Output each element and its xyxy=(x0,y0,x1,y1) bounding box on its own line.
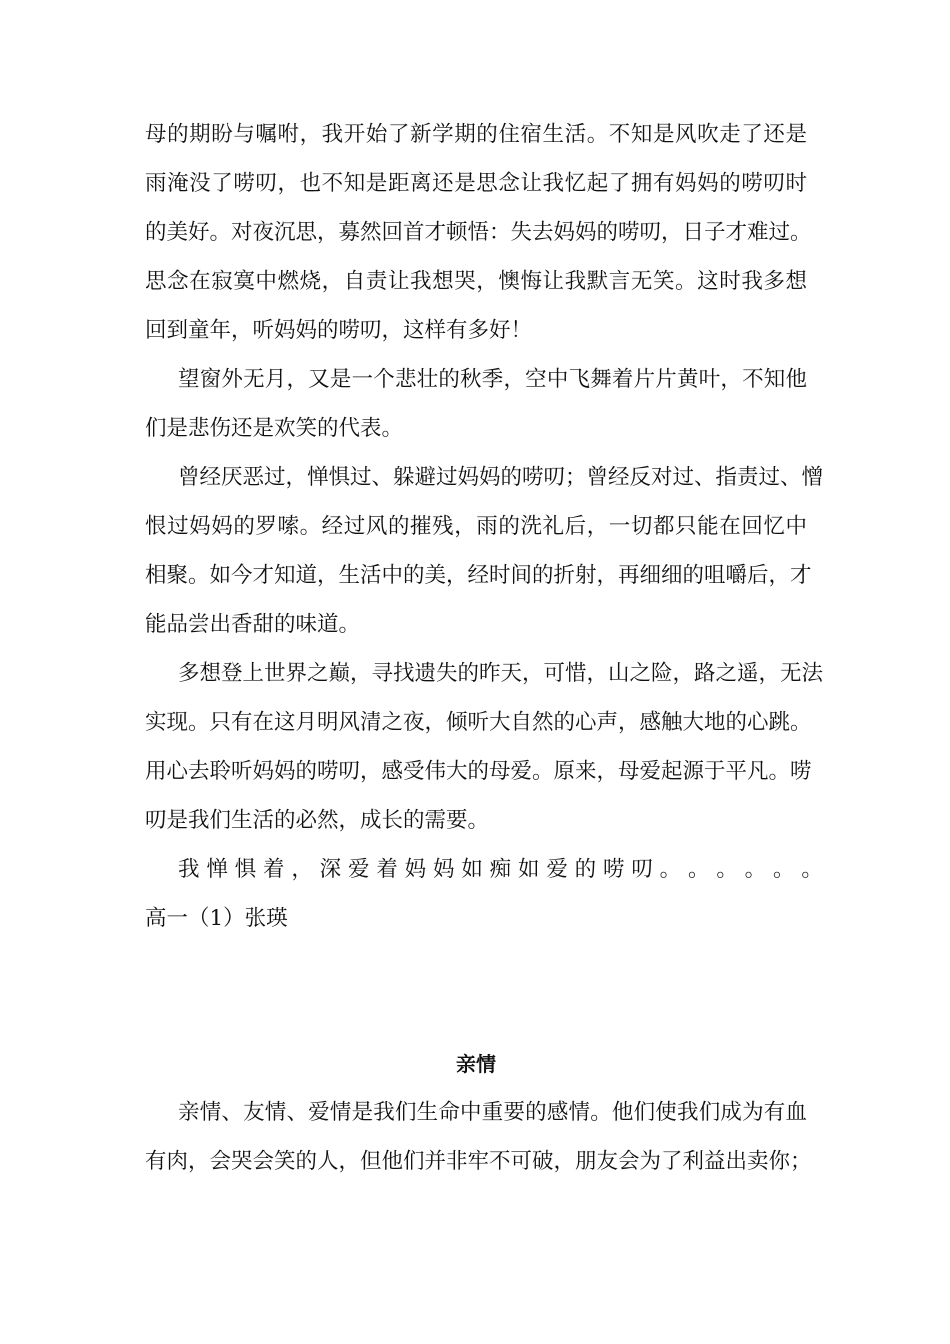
paragraph-line: 多想登上世界之巅，寻找遗失的昨天，可惜，山之险，路之遥，无法 xyxy=(178,661,824,686)
paragraph-line: 的美好。对夜沉思，募然回首才顿悟：失去妈妈的唠叨，日子才难过。 xyxy=(145,220,812,245)
paragraph-line: 们是悲伤还是欢笑的代表。 xyxy=(145,416,404,441)
document-page xyxy=(145,118,824,1318)
paragraph-line: 思念在寂寞中燃烧，自责让我想哭，懊悔让我默言无笑。这时我多想 xyxy=(145,269,807,294)
paragraph-line: 亲情、友情、爱情是我们生命中重要的感情。他们使我们成为有血 xyxy=(178,1100,807,1125)
paragraph-line: 恨过妈妈的罗嗦。经过风的摧残，雨的洗礼后，一切都只能在回忆中 xyxy=(145,514,807,539)
paragraph-line: 用心去聆听妈妈的唠叨，感受伟大的母爱。原来，母爱起源于平凡。唠 xyxy=(145,759,812,784)
paragraph-line: 叨是我们生活的必然，成长的需要。 xyxy=(145,808,490,833)
section-title: 亲情 xyxy=(456,1052,496,1076)
paragraph-line: 实现。只有在这月明风清之夜，倾听大自然的心声，感触大地的心跳。 xyxy=(145,710,812,735)
paragraph-line: 我 惮 惧 着 ， 深 爱 着 妈 妈 如 痴 如 爱 的 唠 叨 。 。 。 。 。 。 xyxy=(178,857,823,882)
paragraph-line: 雨淹没了唠叨，也不知是距离还是思念让我忆起了拥有妈妈的唠叨时 xyxy=(145,171,807,196)
paragraph-line: 有肉，会哭会笑的人，但他们并非牢不可破，朋友会为了利益出卖你； xyxy=(145,1149,812,1174)
paragraph-line: 望窗外无月，又是一个悲壮的秋季，空中飞舞着片片黄叶，不知他 xyxy=(178,367,807,392)
paragraph-line: 母的期盼与嘱咐，我开始了新学期的住宿生活。不知是风吹走了还是 xyxy=(145,122,807,147)
paragraph-line: 能品尝出香甜的味道。 xyxy=(145,612,361,637)
paragraph-line: 回到童年，听妈妈的唠叨，这样有多好！ xyxy=(145,318,533,343)
paragraph-line: 相聚。如今才知道，生活中的美，经时间的折射，再细细的咀嚼后，才 xyxy=(145,563,812,588)
paragraph-line: 曾经厌恶过，惮惧过、躲避过妈妈的唠叨；曾经反对过、指责过、憎 xyxy=(178,465,824,490)
author-signature: 高一（1）张瑛 xyxy=(145,906,288,931)
